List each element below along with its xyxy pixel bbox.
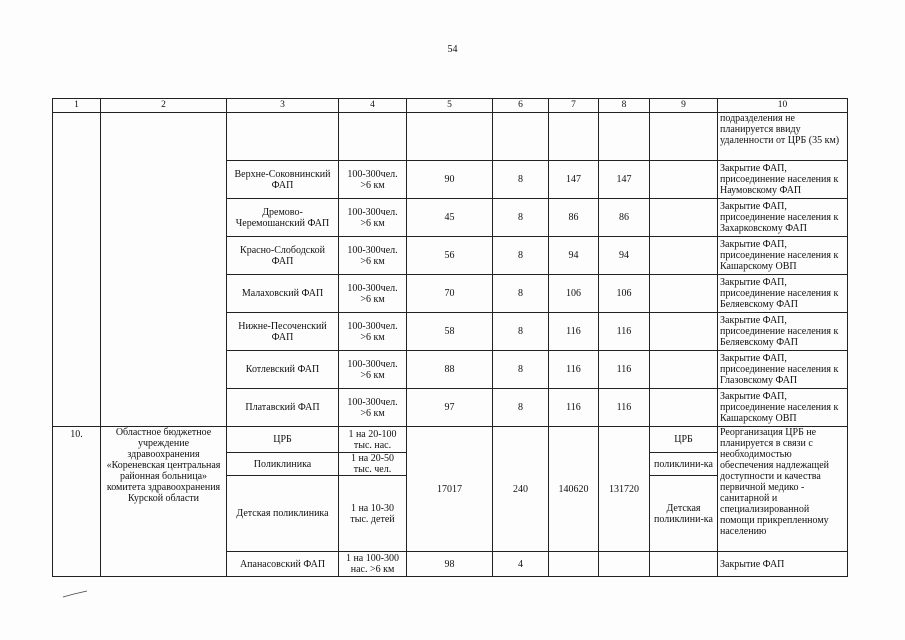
table-row: [53, 427, 848, 453]
header-cell: 4: [339, 99, 407, 113]
value-cell: 90: [407, 161, 493, 199]
value-cell: 8: [493, 237, 549, 275]
norm-cell: 100-300чел. >6 км: [339, 275, 407, 313]
value-cell: 116: [549, 351, 599, 389]
organization-cell: [101, 113, 227, 427]
value-cell: 147: [549, 161, 599, 199]
facility-name: Платавский ФАП: [227, 389, 339, 427]
header-cell: 3: [227, 99, 339, 113]
norm-cell: 100-300чел. >6 км: [339, 161, 407, 199]
unit-type-cell: Детская поликлини-ка: [650, 476, 718, 552]
header-cell: 5: [407, 99, 493, 113]
note-cell: Закрытие ФАП, присоединение населения к Беляевскому ФАП: [718, 313, 848, 351]
value-cell: 97: [407, 389, 493, 427]
value-cell: 17017: [407, 427, 493, 552]
value-cell: 116: [599, 313, 650, 351]
data-table: [52, 98, 848, 577]
header-cell: 2: [101, 99, 227, 113]
value-cell: 147: [599, 161, 650, 199]
value-cell: 116: [549, 313, 599, 351]
norm-cell: 1 на 20-50 тыс. чел.: [339, 453, 407, 476]
note-cell: Закрытие ФАП: [718, 552, 848, 577]
value-cell: 8: [493, 389, 549, 427]
note-cell: Закрытие ФАП, присоединение населения к Кашарскому ОВП: [718, 389, 848, 427]
value-cell: 8: [493, 313, 549, 351]
value-cell: 116: [599, 389, 650, 427]
facility-name: Котлевский ФАП: [227, 351, 339, 389]
unit-type-cell: ЦРБ: [650, 427, 718, 453]
value-cell: 94: [599, 237, 650, 275]
value-cell: 88: [407, 351, 493, 389]
norm-cell: 1 на 20-100 тыс. нас.: [339, 427, 407, 453]
value-cell: 94: [549, 237, 599, 275]
header-cell: 6: [493, 99, 549, 113]
value-cell: 56: [407, 237, 493, 275]
norm-cell: 100-300чел. >6 км: [339, 389, 407, 427]
value-cell: 240: [493, 427, 549, 552]
value-cell: 8: [493, 275, 549, 313]
note-cell: Закрытие ФАП, присоединение населения к Глазовскому ФАП: [718, 351, 848, 389]
header-cell: 10: [718, 99, 848, 113]
norm-cell: 1 на 10-30 тыс. детей: [339, 476, 407, 552]
row-number: 10.: [53, 427, 101, 577]
header-cell: 9: [650, 99, 718, 113]
facility-name: Малаховский ФАП: [227, 275, 339, 313]
norm-cell: 100-300чел. >6 км: [339, 313, 407, 351]
value-cell: 58: [407, 313, 493, 351]
scan-mark: [62, 590, 88, 598]
note-cell: Реорганизация ЦРБ не планируется в связи с необходимостью обеспечения надлежащей доступности и качества первичной медико - санитарной и специализированной помощи прикрепленному населению: [718, 427, 848, 552]
page-number: 54: [447, 44, 458, 55]
facility-name: Поликлиника: [227, 453, 339, 476]
value-cell: 116: [549, 389, 599, 427]
value-cell: 8: [493, 351, 549, 389]
note-cell: Закрытие ФАП, присоединение населения к Наумовскому ФАП: [718, 161, 848, 199]
value-cell: 131720: [599, 427, 650, 552]
value-cell: 116: [599, 351, 650, 389]
norm-cell: 100-300чел. >6 км: [339, 199, 407, 237]
table-row: [53, 113, 848, 161]
value-cell: 8: [493, 161, 549, 199]
facility-name: ЦРБ: [227, 427, 339, 453]
facility-name: Детская поликлиника: [227, 476, 339, 552]
note-cell: подразделения не планируется ввиду удаленности от ЦРБ (35 км): [718, 113, 848, 161]
unit-type-cell: поликлини-ка: [650, 453, 718, 476]
value-cell: 106: [549, 275, 599, 313]
facility-name: Красно-Слободской ФАП: [227, 237, 339, 275]
value-cell: 106: [599, 275, 650, 313]
note-cell: Закрытие ФАП, присоединение населения к Захарковскому ФАП: [718, 199, 848, 237]
facility-name: Дремово-Черемошанский ФАП: [227, 199, 339, 237]
facility-name: Апанасовский ФАП: [227, 552, 339, 577]
norm-cell: 100-300чел. >6 км: [339, 237, 407, 275]
header-cell: 8: [599, 99, 650, 113]
value-cell: 8: [493, 199, 549, 237]
value-cell: 140620: [549, 427, 599, 552]
organization-name: Областное бюджетное учреждение здравоохранения «Кореневская центральная районная больница» комитета здравоохранения Курской области: [101, 427, 227, 577]
header-row: [53, 99, 848, 113]
value-cell: 86: [599, 199, 650, 237]
note-cell: Закрытие ФАП, присоединение населения к Беляевскому ФАП: [718, 275, 848, 313]
value-cell: 86: [549, 199, 599, 237]
value-cell: 45: [407, 199, 493, 237]
norm-cell: 100-300чел. >6 км: [339, 351, 407, 389]
note-cell: Закрытие ФАП, присоединение населения к Кашарскому ОВП: [718, 237, 848, 275]
row-number-cell: [53, 113, 101, 427]
value-cell: 98: [407, 552, 493, 577]
facility-name: Нижне-Песоченский ФАП: [227, 313, 339, 351]
norm-cell: 1 на 100-300 нас. >6 км: [339, 552, 407, 577]
header-cell: 1: [53, 99, 101, 113]
value-cell: 70: [407, 275, 493, 313]
facility-name: Верхне-Соковнинский ФАП: [227, 161, 339, 199]
value-cell: 4: [493, 552, 549, 577]
header-cell: 7: [549, 99, 599, 113]
